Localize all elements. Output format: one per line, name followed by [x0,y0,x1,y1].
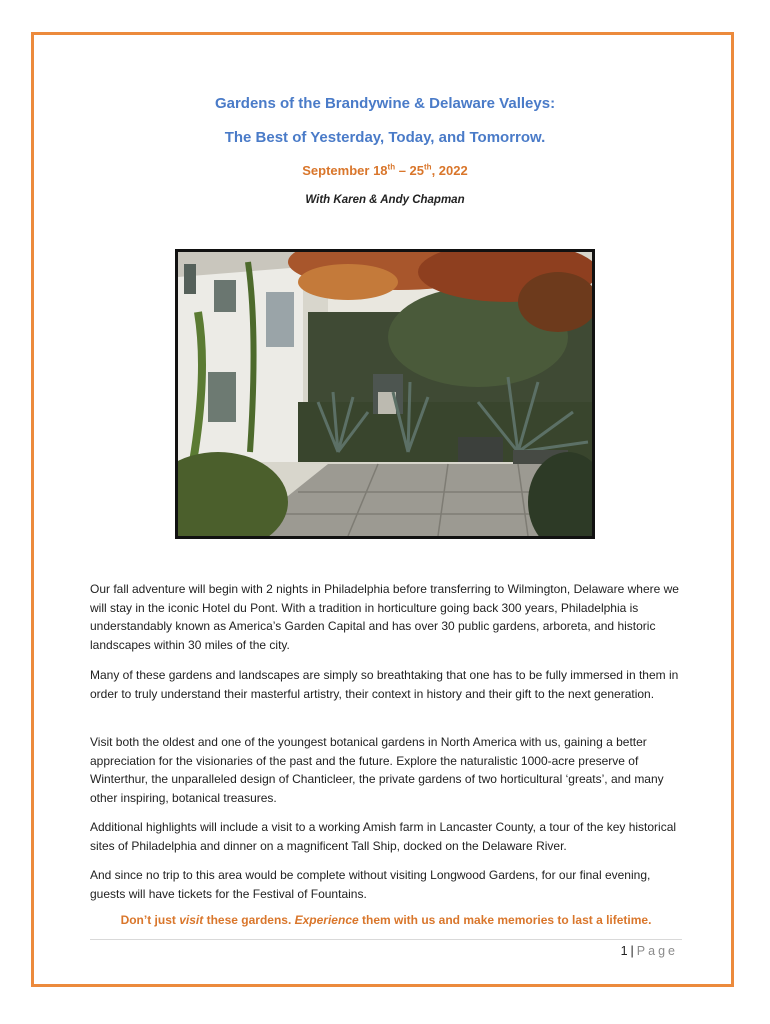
courtyard-garden-photo [175,249,595,539]
footer-divider [90,939,682,940]
immersion-paragraph: Many of these gardens and landscapes are simply so breathtaking that one has to be fully immersed in them in order to truly understand their masterful artistry, their context in history and their gift to the next generation. [90,668,679,701]
tagline: Don’t just visit these gardens. Experience them with us and make memories to last a lifetime. [120,913,652,927]
page-number: 1 [620,944,628,958]
footer-separator: | [630,944,634,958]
page-label: Page [636,944,678,958]
intro-paragraph: Our fall adventure will begin with 2 nights in Philadelphia before transferring to Wilmington, Delaware where we will stay in the iconic Hotel du Pont. With a tradition in horticulture going back 300 years, Philadelphia is understandably known as America’s Garden Capital and has over 30 public gardens, arboreta, and historic landscapes within 30 miles of the city. [90,582,679,652]
hosts-line: With Karen & Andy Chapman [305,194,465,206]
page-footer [621,944,678,958]
longwood-paragraph: And since no trip to this area would be complete without visiting Longwood Gardens, for our final evening, guests will have tickets for the Festival of Fountains. [90,868,651,901]
document-subtitle: The Best of Yesterday, Today, and Tomorrow. [224,129,546,146]
trip-dates: September 18th – 25th, 2022 [302,162,468,178]
botanical-gardens-paragraph: Visit both the oldest and one of the youngest botanical gardens in North America with us, gaining a better appreciation for the visionaries of the past and the future. Explore the naturalistic 1000-acre preserve of Winterthur, the unparalleled design of Chanticleer, the private gardens of two horticultural ‘greats’, and many other inspiring, botanical treasures. [90,735,664,805]
highlights-paragraph: Additional highlights will include a visit to a working Amish farm in Lancaster County, a tour of the key historical sites of Philadelphia and dinner on a magnificent Tall Ship, docked on the Delaware River. [90,820,677,853]
document-title: Gardens of the Brandywine & Delaware Valleys: [214,95,556,112]
garden-illustration [178,252,592,536]
